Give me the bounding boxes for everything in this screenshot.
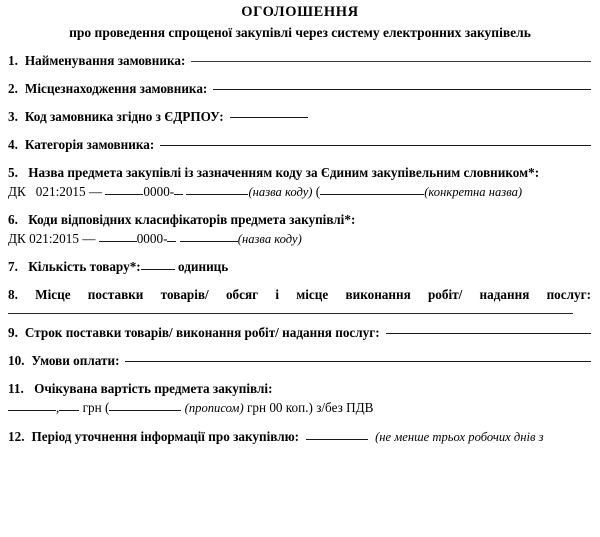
item-11-comma: , bbox=[56, 400, 60, 415]
item-10-label: Умови оплати: bbox=[31, 353, 120, 368]
item-6-dash: — bbox=[82, 231, 96, 246]
form-item-11 bbox=[8, 380, 591, 417]
item-5-label: Назва предмета закупівлі із зазначенням коду за Єдиним закупівельним словником bbox=[28, 165, 529, 180]
item-8-label: Місце поставки товарів/ обсяг і місце виконання робіт/ надання послуг: bbox=[35, 287, 592, 302]
item-1-label: Найменування замовника: bbox=[24, 53, 186, 68]
item-6-heading bbox=[8, 211, 591, 229]
item-3-number: 3. bbox=[8, 109, 18, 124]
item-5-open-paren: ( bbox=[315, 184, 321, 199]
item-1-input-line[interactable] bbox=[191, 61, 591, 62]
item-12-note: (не менше трьох робочих днів з bbox=[375, 430, 544, 444]
item-6-code-blank-3[interactable] bbox=[180, 230, 238, 242]
item-12-number: 12. bbox=[8, 429, 25, 444]
item-6-label: Коди відповідних класифікаторів предмета закупівлі bbox=[28, 212, 345, 227]
item-2-input-line[interactable] bbox=[213, 89, 591, 90]
form-item-9 bbox=[8, 324, 591, 342]
item-6-code-standard: 021:2015 bbox=[29, 231, 79, 246]
item-5-hint-specific-name: (конкретна назва) bbox=[424, 185, 523, 199]
item-11-number: 11. bbox=[8, 381, 24, 396]
item-7-label: Кількість товару bbox=[28, 259, 130, 274]
item-9-input-line[interactable] bbox=[386, 333, 591, 334]
item-6-number: 6. bbox=[8, 212, 18, 227]
item-3-input-line[interactable] bbox=[230, 117, 308, 118]
form-item-5 bbox=[8, 164, 591, 201]
item-9-number: 9. bbox=[8, 325, 18, 340]
item-7-quantity-blank[interactable] bbox=[141, 258, 175, 270]
item-12-label: Період уточнення інформації про закупівлю: bbox=[31, 429, 300, 444]
item-5-code-line bbox=[8, 183, 591, 201]
item-6-code-line bbox=[8, 230, 591, 248]
item-7-heading bbox=[8, 258, 591, 276]
item-11-heading bbox=[8, 380, 591, 398]
item-6-asterisk: * bbox=[344, 212, 351, 227]
item-11-hint-written: (прописом) bbox=[184, 401, 244, 415]
form-items-list bbox=[0, 52, 600, 446]
item-6-code-prefix: ДК bbox=[8, 231, 26, 246]
item-6-code-blank-1[interactable] bbox=[99, 230, 137, 242]
form-item-8 bbox=[8, 286, 591, 314]
item-3-label: Код замовника згідно з ЄДРПОУ: bbox=[24, 109, 224, 124]
form-item-12 bbox=[8, 428, 591, 446]
item-5-dash: — bbox=[88, 184, 103, 199]
item-11-price-line bbox=[8, 399, 591, 417]
form-item-7 bbox=[8, 258, 591, 276]
item-8-input-line[interactable] bbox=[8, 313, 573, 314]
item-10-number: 10. bbox=[8, 353, 25, 368]
item-5-code-blank-3[interactable] bbox=[186, 183, 248, 195]
item-5-code-blank-4[interactable] bbox=[320, 183, 424, 195]
item-5-code-blank-1[interactable] bbox=[105, 183, 143, 195]
form-item-10 bbox=[8, 352, 591, 370]
item-5-asterisk: * bbox=[528, 165, 535, 180]
document-page bbox=[0, 4, 600, 537]
item-9-label: Строк поставки товарів/ виконання робіт/ надання послуг: bbox=[24, 325, 380, 340]
form-item-4 bbox=[8, 136, 591, 154]
item-2-label: Місцезнаходження замовника: bbox=[24, 81, 208, 96]
item-4-number: 4. bbox=[8, 137, 18, 152]
item-8-heading bbox=[8, 286, 591, 304]
item-8-number: 8. bbox=[8, 287, 18, 302]
form-item-6 bbox=[8, 211, 591, 248]
item-12-heading bbox=[0, 428, 600, 446]
item-5-heading bbox=[8, 164, 591, 182]
item-5-hint-code-name: (назва коду) bbox=[248, 185, 313, 199]
form-item-1 bbox=[8, 52, 591, 70]
item-5-code-standard: 021:2015 bbox=[35, 184, 86, 199]
item-4-input-line[interactable] bbox=[160, 145, 591, 146]
item-5-colon: : bbox=[534, 165, 540, 180]
item-12-period-blank[interactable] bbox=[306, 428, 368, 440]
item-6-hint-code-name: (назва коду) bbox=[237, 232, 302, 246]
item-5-code-zeros: 0000- bbox=[143, 184, 175, 199]
item-11-label: Очікувана вартість предмета закупівлі: bbox=[34, 381, 273, 396]
item-11-open-paren: ( bbox=[104, 400, 110, 415]
item-11-vat-text: з/без ПДВ bbox=[316, 400, 374, 415]
item-7-number: 7. bbox=[8, 259, 18, 274]
item-11-written-blank[interactable] bbox=[109, 399, 181, 411]
page-subtitle: про проведення спрощеної закупівлі через систему електронних закупівель bbox=[69, 25, 531, 40]
item-4-label: Категорія замовника: bbox=[24, 137, 155, 152]
item-7-unit: одиниць bbox=[178, 259, 229, 274]
item-11-kopiyky-blank[interactable] bbox=[59, 399, 79, 411]
item-7-asterisk: * bbox=[129, 259, 137, 274]
item-11-currency: грн bbox=[82, 400, 102, 415]
item-11-amount-blank[interactable] bbox=[8, 399, 56, 411]
item-6-code-zeros: 0000- bbox=[136, 231, 168, 246]
item-6-code-blank-2[interactable] bbox=[167, 230, 176, 242]
item-5-code-prefix: ДК bbox=[8, 184, 26, 199]
form-item-2 bbox=[8, 80, 591, 98]
item-7-colon: : bbox=[136, 259, 141, 274]
page-title: ОГОЛОШЕННЯ bbox=[241, 4, 359, 20]
item-10-input-line[interactable] bbox=[125, 361, 591, 362]
form-item-3 bbox=[8, 108, 591, 126]
item-5-code-blank-2[interactable] bbox=[174, 183, 183, 195]
item-1-number: 1. bbox=[8, 53, 18, 68]
item-6-colon: : bbox=[350, 212, 356, 227]
item-2-number: 2. bbox=[8, 81, 18, 96]
item-5-number: 5. bbox=[8, 165, 18, 180]
item-11-currency-2: грн 00 коп.) bbox=[246, 400, 313, 415]
